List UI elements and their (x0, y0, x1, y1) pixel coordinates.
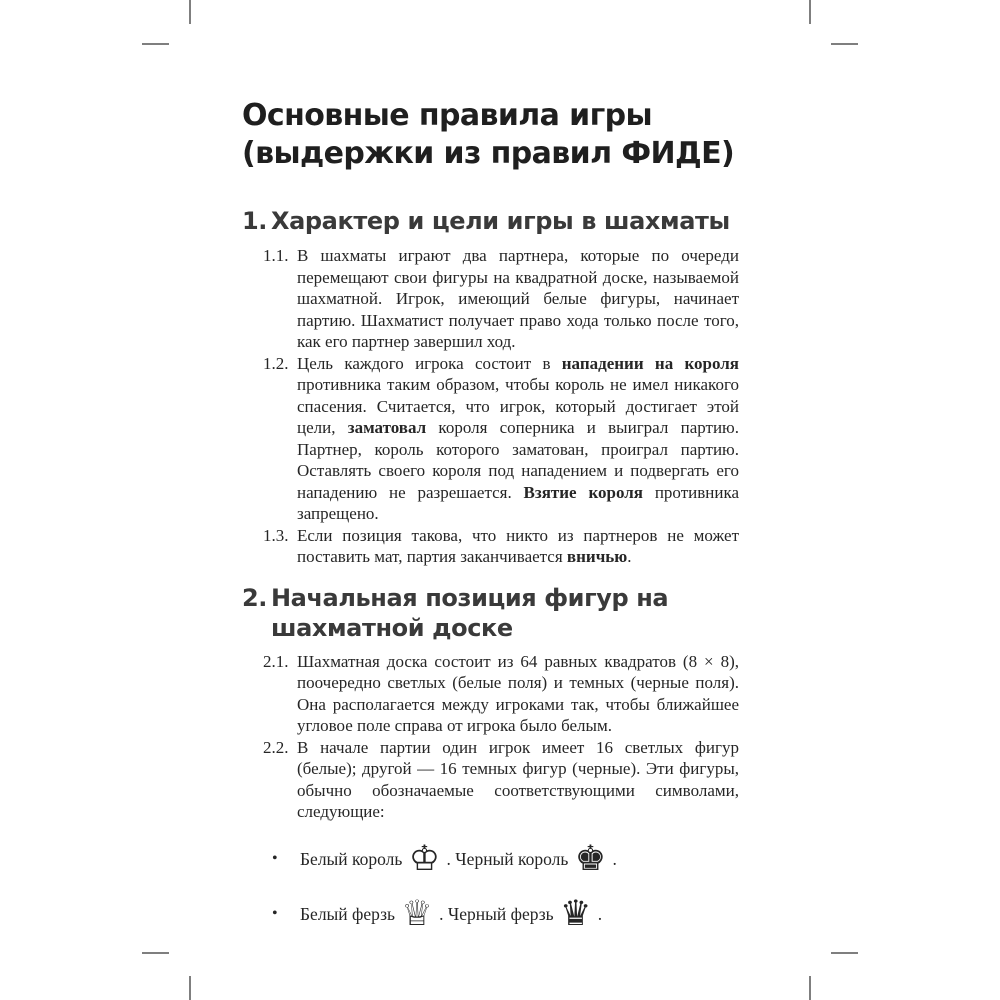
text-run: короля соперника и выиграл партию. Партнер, король которого заматован, проиграл партию. Оставлять своего короля под нападением и подвергать его нападению не разрешается. (297, 418, 739, 502)
crop-mark-bottom-right-horizontal (831, 952, 858, 954)
paragraph-text (297, 652, 739, 736)
sections (242, 206, 739, 934)
paragraph-number: 2.2. (263, 737, 289, 757)
bullet-marker: • (272, 904, 278, 922)
crop-mark-top-left-vertical (189, 0, 191, 24)
crop-mark-bottom-left-vertical (189, 976, 191, 1000)
bold-run: Взятие короля (523, 482, 643, 502)
paragraph-number: 1.2. (263, 353, 289, 373)
title-line-1: Основные правила игры (242, 98, 653, 133)
crop-mark-top-left-horizontal (142, 43, 169, 45)
bullet-text: Белый король (300, 848, 407, 869)
bullet-marker: • (272, 849, 278, 867)
crop-mark-top-right-vertical (809, 0, 811, 24)
numbered-paragraph (242, 651, 739, 737)
text-run: Если позиция такова, что никто из партнеров не может поставить мат, партия заканчивается (297, 525, 739, 566)
bold-run: заматовал (347, 418, 427, 437)
bullet-text: . (593, 903, 603, 924)
text-run: Шахматная доска состоит из 64 равных квадратов (8 × 8), поочередно светлых (белые поля) и темных (черные поля). Она располагается между игроками так, чтобы ближайшее угловое поле справа от игрока было белым. (297, 651, 739, 735)
text-run: противника таким образом, чтобы король не имел никакого спасения. Считается, что игрок, который достигает этой цели, (297, 375, 739, 437)
bold-run: нападении на короля (561, 353, 739, 373)
text-run: противника запрещено. (297, 482, 739, 523)
section-number: 2. (242, 583, 268, 612)
paragraph-number: 2.1. (263, 651, 289, 671)
numbered-paragraph (242, 737, 739, 823)
bullet-text: . Черный король (442, 848, 573, 869)
paragraph-text (297, 526, 739, 567)
paragraph-text (297, 738, 739, 822)
crop-mark-top-right-horizontal (831, 43, 858, 45)
numbered-paragraph (242, 525, 739, 568)
section-heading (242, 583, 739, 643)
numbered-paragraph (242, 353, 739, 525)
document-title (242, 0, 739, 173)
text-run: В шахматы играют два партнера, которые по очереди перемещают свои фигуры на квадратной доске, называемой шахматной. Игрок, имеющий белые фигуры, начинает партию. Шахматист получает право хода только после того, как его партнер завершил ход. (297, 246, 739, 351)
section-heading-text: Начальная позиция фигур на шахматной доске (271, 583, 669, 642)
black-queen-icon: ♛ (560, 893, 592, 934)
section-heading (242, 206, 739, 236)
list-item (242, 894, 739, 934)
section-1 (242, 206, 739, 568)
section-2 (242, 583, 739, 934)
text-run: Цель каждого игрока состоит в (297, 353, 562, 373)
black-king-icon: ♚ (574, 838, 607, 879)
crop-mark-bottom-right-vertical (809, 976, 811, 1000)
numbered-paragraph (242, 245, 739, 353)
paragraph-number: 1.1. (263, 246, 289, 265)
paragraph-number: 1.3. (263, 525, 289, 545)
section-number: 1. (242, 207, 268, 235)
paragraph-text (297, 354, 739, 524)
text-run: . (627, 547, 632, 566)
list-item (242, 839, 739, 879)
bold-run: вничью (566, 547, 628, 566)
bullet-text: . Черный ферзь (434, 903, 558, 924)
title-line-2: (выдержки из правил ФИДЕ) (242, 136, 735, 171)
crop-mark-bottom-left-horizontal (142, 952, 169, 954)
bullet-text: Белый ферзь (300, 903, 400, 924)
white-queen-icon: ♕ (401, 893, 433, 934)
page-content (242, 0, 739, 949)
paragraph-text (297, 246, 739, 351)
white-king-icon: ♔ (408, 838, 441, 879)
piece-symbol-list (242, 839, 739, 934)
text-run: В начале партии один игрок имеет 16 светлых фигур (белые); другой — 16 темных фигур (черные). Эти фигуры, обычно обозначаемые соответствующими символами, следующие: (297, 737, 739, 821)
section-heading-text: Характер и цели игры в шахматы (271, 207, 730, 235)
bullet-text: . (608, 848, 617, 869)
